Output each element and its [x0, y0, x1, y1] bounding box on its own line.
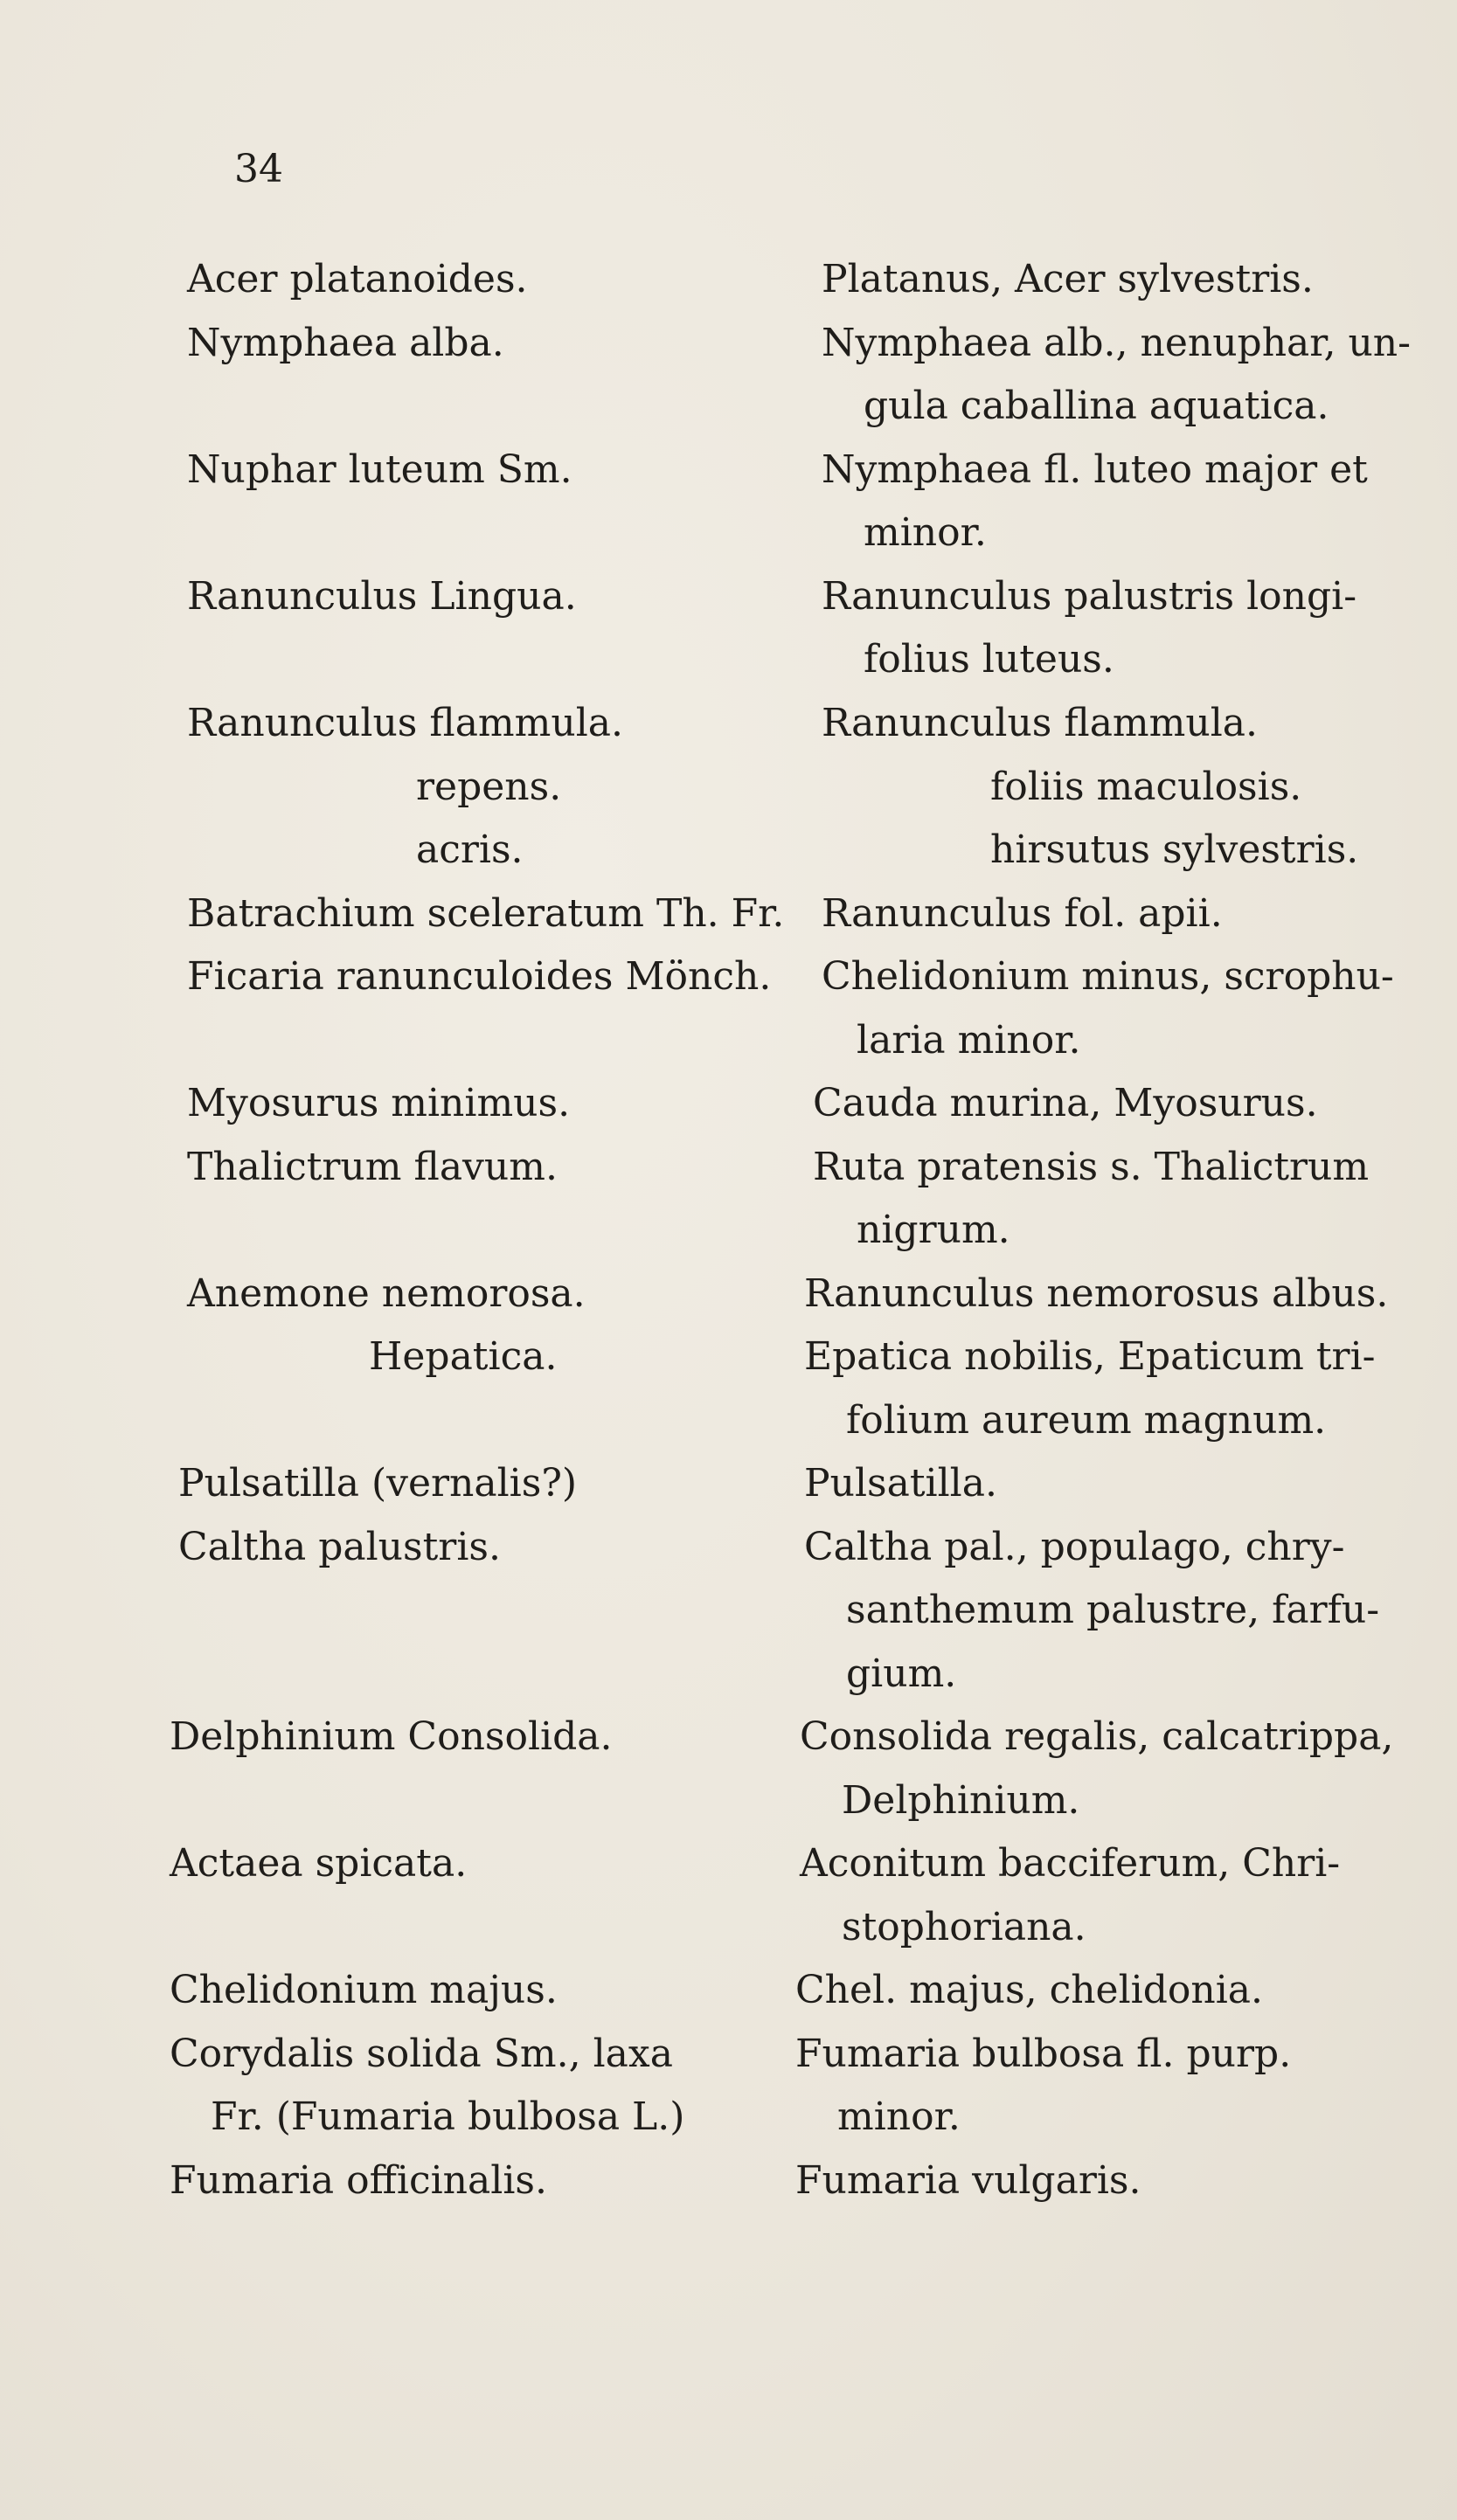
right-entry: Chelidonium minus, scrophu-	[822, 954, 1394, 999]
left-entry: Ranunculus Lingua.	[187, 574, 577, 619]
right-entry: gium.	[846, 1651, 957, 1696]
right-entry: Consolida regalis, calcatrippa,	[800, 1714, 1394, 1759]
left-entry: Fr. (Fumaria bulbosa L.)	[211, 2094, 685, 2139]
right-entry: Fumaria vulgaris.	[795, 2158, 1141, 2203]
left-entry: Actaea spicata.	[170, 1841, 468, 1886]
right-entry: santhemum palustre, farfu-	[846, 1588, 1380, 1632]
right-entry: laria minor.	[857, 1018, 1081, 1063]
right-entry: Aconitum bacciferum, Chri-	[800, 1841, 1341, 1886]
left-entry: Batrachium sceleratum Th. Fr.	[187, 891, 785, 936]
left-entry: Ficaria ranunculoides Mönch.	[187, 954, 772, 999]
right-entry: minor.	[837, 2094, 961, 2139]
right-entry: Ranunculus flammula.	[822, 701, 1258, 745]
left-entry: repens.	[416, 765, 562, 809]
right-entry: Ranunculus fol. apii.	[822, 891, 1223, 936]
left-entry: Ranunculus flammula.	[187, 701, 623, 745]
right-entry: folium aureum magnum.	[846, 1398, 1327, 1443]
left-entry: Anemone nemorosa.	[187, 1271, 586, 1316]
right-entry: Fumaria bulbosa fl. purp.	[795, 2032, 1292, 2076]
right-entry: Nymphaea alb., nenuphar, un-	[822, 321, 1412, 365]
right-entry: Ranunculus palustris longi-	[822, 574, 1357, 619]
left-entry: Chelidonium majus.	[170, 1968, 558, 2012]
right-entry: Cauda murina, Myosurus.	[813, 1081, 1318, 1125]
right-entry: Ruta pratensis s. Thalictrum	[813, 1145, 1370, 1189]
right-entry: Platanus, Acer sylvestris.	[822, 257, 1314, 301]
right-entry: Caltha pal., populago, chry-	[804, 1525, 1345, 1569]
left-entry: Nymphaea alba.	[187, 321, 504, 365]
left-entry: Delphinium Consolida.	[170, 1714, 613, 1759]
left-entry: Caltha palustris.	[178, 1525, 501, 1569]
right-entry: Chel. majus, chelidonia.	[795, 1968, 1264, 2012]
right-entry: gula caballina aquatica.	[864, 384, 1329, 428]
left-entry: acris.	[416, 827, 524, 872]
left-entry: Hepatica.	[369, 1334, 558, 1379]
left-entry: Nuphar luteum Sm.	[187, 447, 572, 492]
left-entry: Corydalis solida Sm., laxa	[170, 2032, 673, 2076]
left-entry: Acer platanoides.	[187, 257, 528, 301]
right-entry: nigrum.	[857, 1208, 1010, 1252]
left-entry: Pulsatilla (vernalis?)	[178, 1461, 578, 1506]
right-entry: hirsutus sylvestris.	[990, 827, 1359, 872]
right-entry: Delphinium.	[842, 1778, 1080, 1823]
right-entry: folius luteus.	[864, 637, 1114, 682]
left-entry: Fumaria officinalis.	[170, 2158, 547, 2203]
left-entry: Myosurus minimus.	[187, 1081, 571, 1125]
right-entry: Nymphaea fl. luteo major et	[822, 447, 1368, 492]
right-entry: foliis maculosis.	[990, 765, 1302, 809]
left-entry: Thalictrum flavum.	[187, 1145, 558, 1189]
right-entry: Ranunculus nemorosus albus.	[804, 1271, 1389, 1316]
right-entry: minor.	[864, 510, 987, 555]
right-entry: Pulsatilla.	[804, 1461, 997, 1506]
page-number: 34	[234, 147, 283, 191]
right-entry: Epatica nobilis, Epaticum tri-	[804, 1334, 1376, 1379]
right-entry: stophoriana.	[842, 1905, 1086, 1949]
